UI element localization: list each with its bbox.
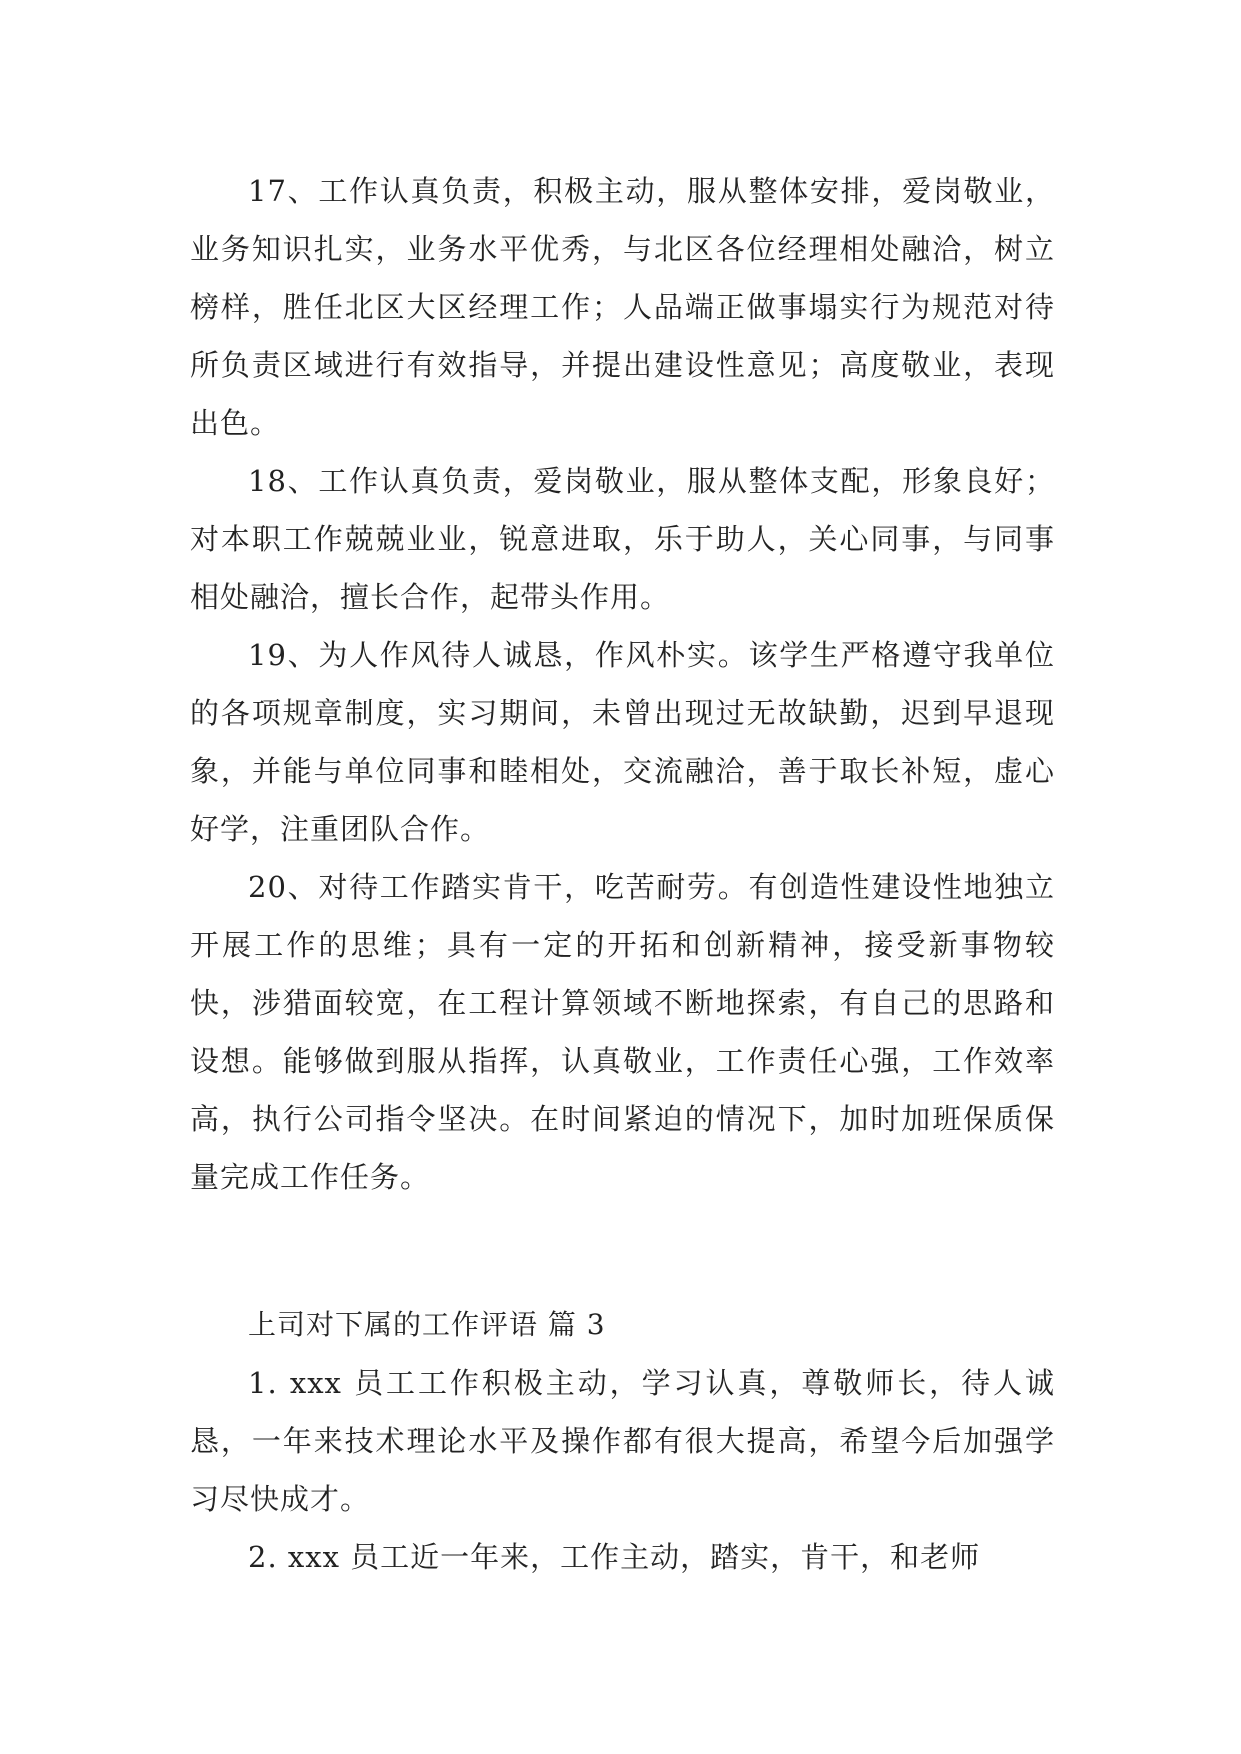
paragraph-18: 18、工作认真负责，爱岗敬业，服从整体支配，形象良好；对本职工作兢兢业业，锐意进取，乐于助人，关心同事，与同事相处融洽，擅长合作，起带头作用。 [190, 464, 1055, 614]
paragraph-19: 19、为人作风待人诚恳，作风朴实。该学生严格遵守我单位的各项规章制度，实习期间，未曾出现过无故缺勤，迟到早退现象，并能与单位同事和睦相处，交流融洽，善于取长补短，虚心好学，注重团队合作。 [190, 638, 1055, 846]
section-heading: 上司对下属的工作评语 篇 3 [248, 1308, 606, 1341]
document-body [190, 162, 1055, 1586]
section-paragraph-2: 2. xxx 员工近一年来，工作主动，踏实，肯干，和老师 [248, 1540, 981, 1574]
paragraph-20: 20、对待工作踏实肯干，吃苦耐劳。有创造性建设性地独立开展工作的思维；具有一定的开拓和创新精神，接受新事物较快，涉猎面较宽，在工程计算领域不断地探索，有自己的思路和设想。能够做到服从指挥，认真敬业，工作责任心强，工作效率高，执行公司指令坚决。在时间紧迫的情况下，加时加班保质保量完成工作任务。 [190, 870, 1055, 1194]
paragraph-17: 17、工作认真负责，积极主动，服从整体安排，爱岗敬业，业务知识扎实，业务水平优秀，与北区各位经理相处融洽，树立榜样，胜任北区大区经理工作；人品端正做事塌实行为规范对待所负责区域进行有效指导，并提出建设性意见；高度敬业，表现出色。 [190, 174, 1055, 440]
section-paragraph-1: 1. xxx 员工工作积极主动，学习认真，尊敬师长，待人诚恳，一年来技术理论水平及操作都有很大提高，希望今后加强学习尽快成才。 [190, 1366, 1055, 1516]
